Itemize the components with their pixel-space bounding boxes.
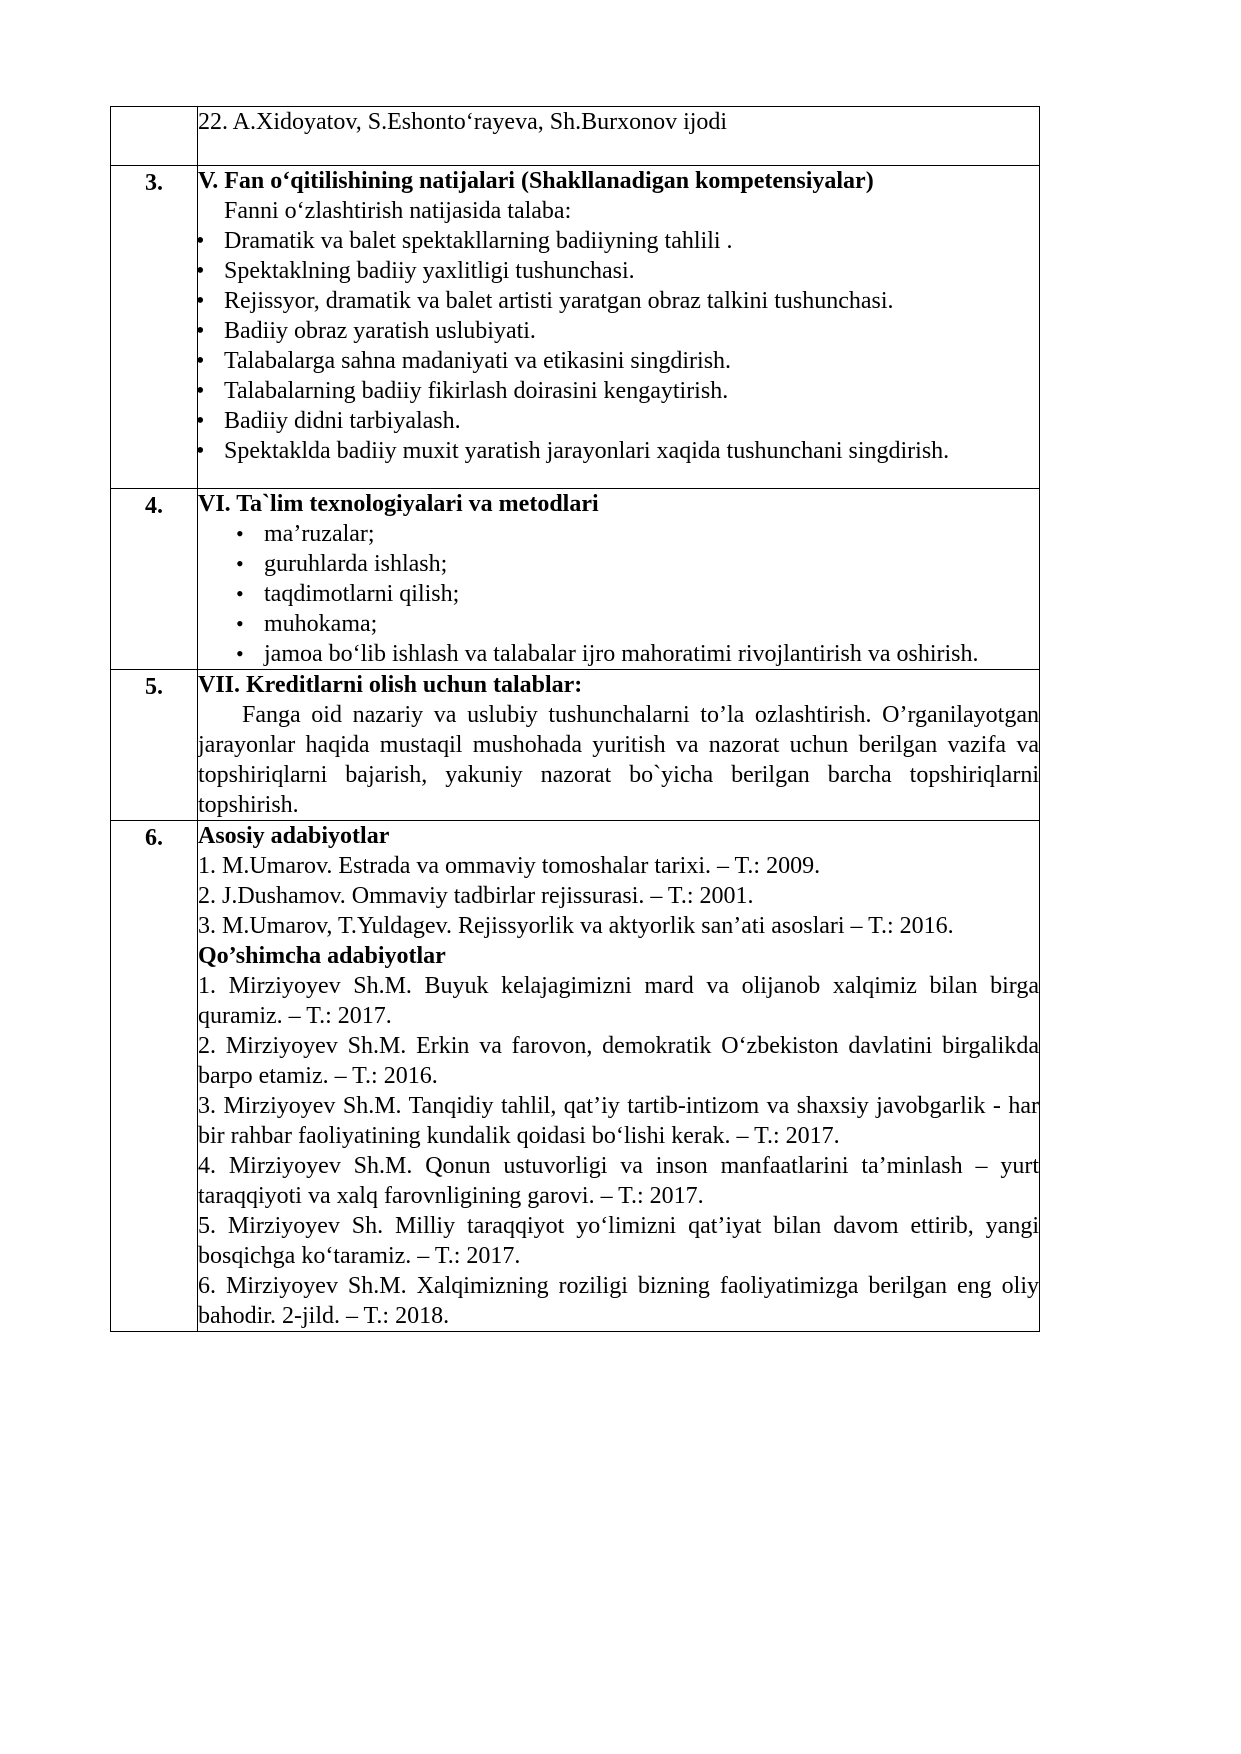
section-intro: Fanni o‘zlashtirish natijasida talaba:	[224, 198, 572, 224]
section-title: VII. Kreditlarni olish uchun talablar:	[198, 672, 583, 698]
reference-item: 2. Mirziyoyev Sh.M. Erkin va farovon, demokratik O‘zbekiston davlatini birgalikda barpo etamiz. – T.: 2016.	[198, 1033, 1039, 1089]
learning-outcomes-cell	[198, 166, 1040, 489]
list-item: • Talabalarga sahna madaniyati va etikasini singdirish.	[198, 346, 1039, 376]
list-item: • Dramatik va balet spektakllarning badiiyning tahlili .	[198, 226, 1039, 256]
topic-line: 22. A.Xidoyatov, S.Eshonto‘rayeva, Sh.Burxonov ijodi	[198, 109, 728, 135]
list-item: • Spektaklning badiiy yaxlitligi tushunchasi.	[198, 256, 1039, 286]
teaching-methods-cell	[198, 489, 1040, 670]
literature-cell	[198, 821, 1040, 1332]
row-number-cell: 5.	[111, 670, 198, 821]
list-item: • taqdimotlarni qilish;	[198, 579, 1039, 609]
list-item: • Talabalarning badiiy fikirlash doirasini kengaytirish.	[198, 376, 1039, 406]
list-item: • Badiiy obraz yaratish uslubiyati.	[198, 316, 1039, 346]
reference-item: 1. M.Umarov. Estrada va ommaviy tomoshalar tarixi. – T.: 2009.	[198, 853, 821, 879]
list-item: • Badiiy didni tarbiyalash.	[198, 406, 1039, 436]
table-row-learning-outcomes	[111, 166, 1040, 489]
reference-item: 4. Mirziyoyev Sh.M. Qonun ustuvorligi va inson manfaatlarini ta’minlash – yurt taraqqiyoti va xalq farovnligining garovi. – T.: 2017.	[198, 1153, 1039, 1209]
list-item: • Spektakldа badiiy muxit yaratish jarayonlari xaqida tushunchani singdirish.	[198, 436, 1039, 466]
reference-item: 2. J.Dushamov. Ommaviy tadbirlar rejissurasi. – T.: 2001.	[198, 883, 754, 909]
row-number-cell: 4.	[111, 489, 198, 670]
main-literature-title: Asosiy adabiyotlar	[198, 823, 390, 849]
row-number-cell: 3.	[111, 166, 198, 489]
syllabus-table	[110, 106, 1040, 1332]
list-item: • muhokama;	[198, 609, 1039, 639]
table-row-credit-requirements	[111, 670, 1040, 821]
extra-literature-title: Qo’shimcha adabiyotlar	[198, 943, 446, 969]
reference-item: 6. Mirziyoyev Sh.M. Xalqimizning roziligi bizning faoliyatimizga berilgan eng oliy bahodir. 2-jild. – T.: 2018.	[198, 1273, 1039, 1329]
outcomes-list	[198, 226, 1039, 466]
reference-item: 3. M.Umarov, T.Yuldagev. Rejissyorlik va aktyorlik san’ati asoslari – T.: 2016.	[198, 913, 954, 939]
methods-list	[198, 519, 1039, 669]
table-row-teaching-methods	[111, 489, 1040, 670]
list-item: • jamoa bo‘lib ishlash va talabalar ijro mahoratimi rivojlantirish va oshirish.	[198, 639, 1039, 669]
requirements-paragraph: Fanga oid nazariy va uslubiy tushunchalarni to’la ozlashtirish. O’rganilayotgan jarayonlar haqida mustaqil mushohada yuritish va nazorat uchun berilgan vazifa va topshiriqlarni bajarish, yakuniy nazorat bo`yicha berilgan barcha topshiriqlarni topshirish.	[198, 702, 1039, 818]
row-number-cell	[111, 107, 198, 166]
list-item: • Rejissyor, dramatik va balet artisti yaratgan obraz talkini tushunchasi.	[198, 286, 1039, 316]
section-title: VI. Ta`lim texnologiyalari va metodlari	[198, 491, 599, 517]
row-number-cell: 6.	[111, 821, 198, 1332]
list-item: • ma’ruzalar;	[198, 519, 1039, 549]
table-row-literature	[111, 821, 1040, 1332]
section-title: V. Fan o‘qitilishining natijalari (Shakllanadigan kompetensiyalar)	[198, 168, 874, 194]
list-item: • guruhlarda ishlash;	[198, 549, 1039, 579]
reference-item: 3. Mirziyoyev Sh.M. Tanqidiy tahlil, qat’iy tartib-intizom va shaxsiy javobgarlik - har bir rahbar faoliyatining kundalik qoidasi bo‘lishi kerak. – T.: 2017.	[198, 1093, 1039, 1149]
topic-cell	[198, 107, 1040, 166]
reference-item: 5. Mirziyoyev Sh. Milliy taraqqiyot yo‘limizni qat’iyat bilan davom ettirib, yangi bosqichga ko‘taramiz. – T.: 2017.	[198, 1213, 1039, 1269]
reference-item: 1. Mirziyoyev Sh.M. Buyuk kelajagimizni mard va olijanob xalqimiz bilan birga quramiz. – T.: 2017.	[198, 973, 1039, 1029]
credit-requirements-cell	[198, 670, 1040, 821]
table-row-topic-22	[111, 107, 1040, 166]
